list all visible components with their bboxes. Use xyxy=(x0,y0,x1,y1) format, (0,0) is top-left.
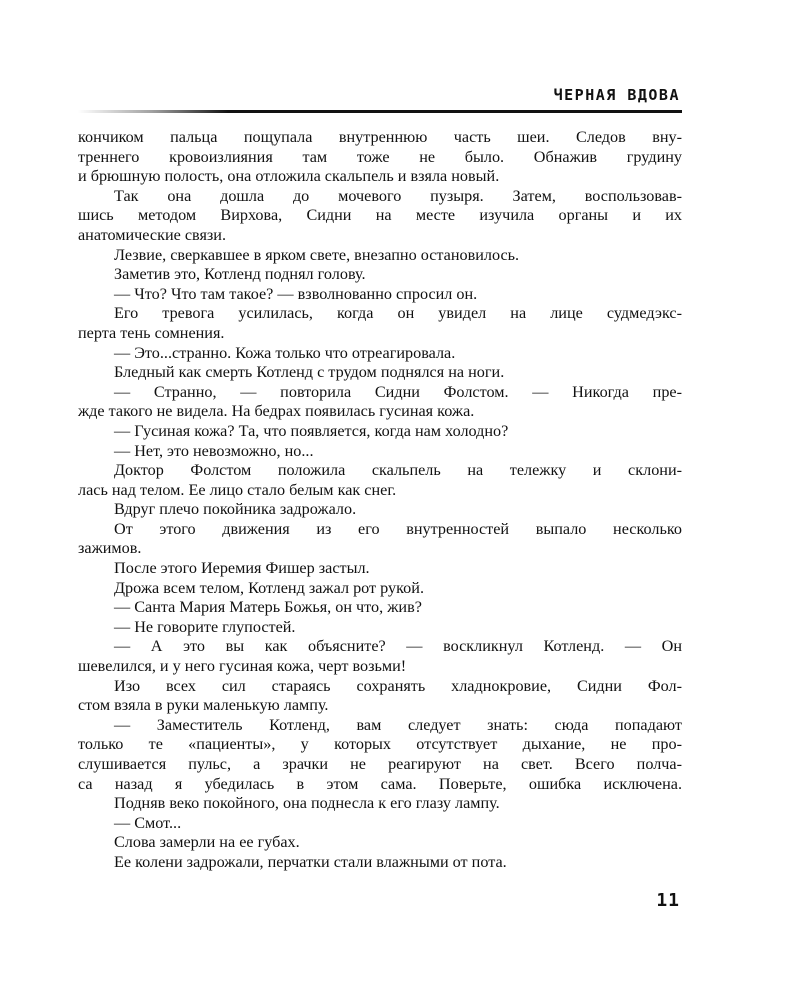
text-line: са назад я убедилась в этом сама. Поверьте, ошибка исключена. xyxy=(78,774,682,793)
text-line: — Гусиная кожа? Та, что появляется, когда нам холодно? xyxy=(114,421,509,440)
text-line: и брюшную полость, она отложила скальпель и взяла новый. xyxy=(78,167,500,186)
text-line: — А это вы как объясните? — воскликнул Котленд. — Он xyxy=(114,637,682,656)
text-line: жде такого не видела. На бедрах появилась гусиная кожа. xyxy=(78,402,475,421)
page-number: 11 xyxy=(656,890,680,911)
text-line: — Что? Что там такое? — взволнованно спросил он. xyxy=(114,284,478,303)
text-line: Его тревога усилилась, когда он увидел на лице судмедэкс- xyxy=(114,304,682,323)
text-line: Заметив это, Котленд поднял голову. xyxy=(114,265,366,284)
text-line: слушивается пульс, а зрачки не реагируют на свет. Всего полча- xyxy=(78,755,682,773)
text-line: шевелился, и у него гусиная кожа, черт возьми! xyxy=(78,657,407,676)
text-line: — Это...странно. Кожа только что отреагировала. xyxy=(114,343,456,362)
text-line: Дрожа всем телом, Котленд зажал рот рукой. xyxy=(114,578,424,597)
text-line: треннего кровоизлияния там тоже не было. Обнажив грудину xyxy=(78,147,682,166)
text-line: стом взяла в руки маленькую лампу. xyxy=(78,696,329,715)
text-line: Изо всех сил стараясь сохранять хладнокровие, Сидни Фол- xyxy=(114,676,682,695)
text-line: — Нет, это невозможно, но... xyxy=(114,441,314,460)
text-line: — Не говорите глупостей. xyxy=(114,617,296,636)
text-line: — Странно, — повторила Сидни Фолстом. — Никогда пре- xyxy=(114,382,682,401)
text-line: Ее колени задрожали, перчатки стали влажными от пота. xyxy=(114,852,507,871)
text-line: Подняв веко покойного, она поднесла к его глазу лампу. xyxy=(114,794,500,813)
text-line: — Заместитель Котленд, вам следует знать: сюда попадают xyxy=(114,715,682,734)
text-line: Лезвие, сверкавшее в ярком свете, внезапно остановилось. xyxy=(114,245,520,264)
text-line: После этого Иеремия Фишер застыл. xyxy=(114,559,370,578)
text-line: шись методом Вирхова, Сидни на месте изучила органы и их xyxy=(78,206,682,225)
text-line: — Смот... xyxy=(114,813,182,832)
text-line: зажимов. xyxy=(78,539,142,558)
text-line: перта тень сомнения. xyxy=(78,323,225,342)
text-line: — Санта Мария Матерь Божья, он что, жив? xyxy=(114,598,422,617)
header-rule-fade xyxy=(78,110,228,113)
running-head-title: ЧЕРНАЯ ВДОВА xyxy=(553,86,680,104)
text-line: Бледный как смерть Котленд с трудом поднялся на ноги. xyxy=(114,363,505,382)
text-line: лась над телом. Ее лицо стало белым как снег. xyxy=(78,480,397,499)
body-text xyxy=(78,128,682,873)
text-line: Вдруг плечо покойника задрожало. xyxy=(114,500,357,519)
text-line: только те «пациенты», у которых отсутствует дыхание, не про- xyxy=(78,735,682,754)
text-line: Доктор Фолстом положила скальпель на тележку и склони- xyxy=(114,461,682,480)
text-line: От этого движения из его внутренностей выпало несколько xyxy=(114,519,682,538)
text-line: Слова замерли на ее губах. xyxy=(114,833,300,852)
text-line: анатомические связи. xyxy=(78,225,227,244)
text-line: кончиком пальца пощупала внутреннюю часть шеи. Следов вну- xyxy=(78,128,682,146)
text-line: Так она дошла до мочевого пузыря. Затем, воспользовав- xyxy=(114,186,682,205)
